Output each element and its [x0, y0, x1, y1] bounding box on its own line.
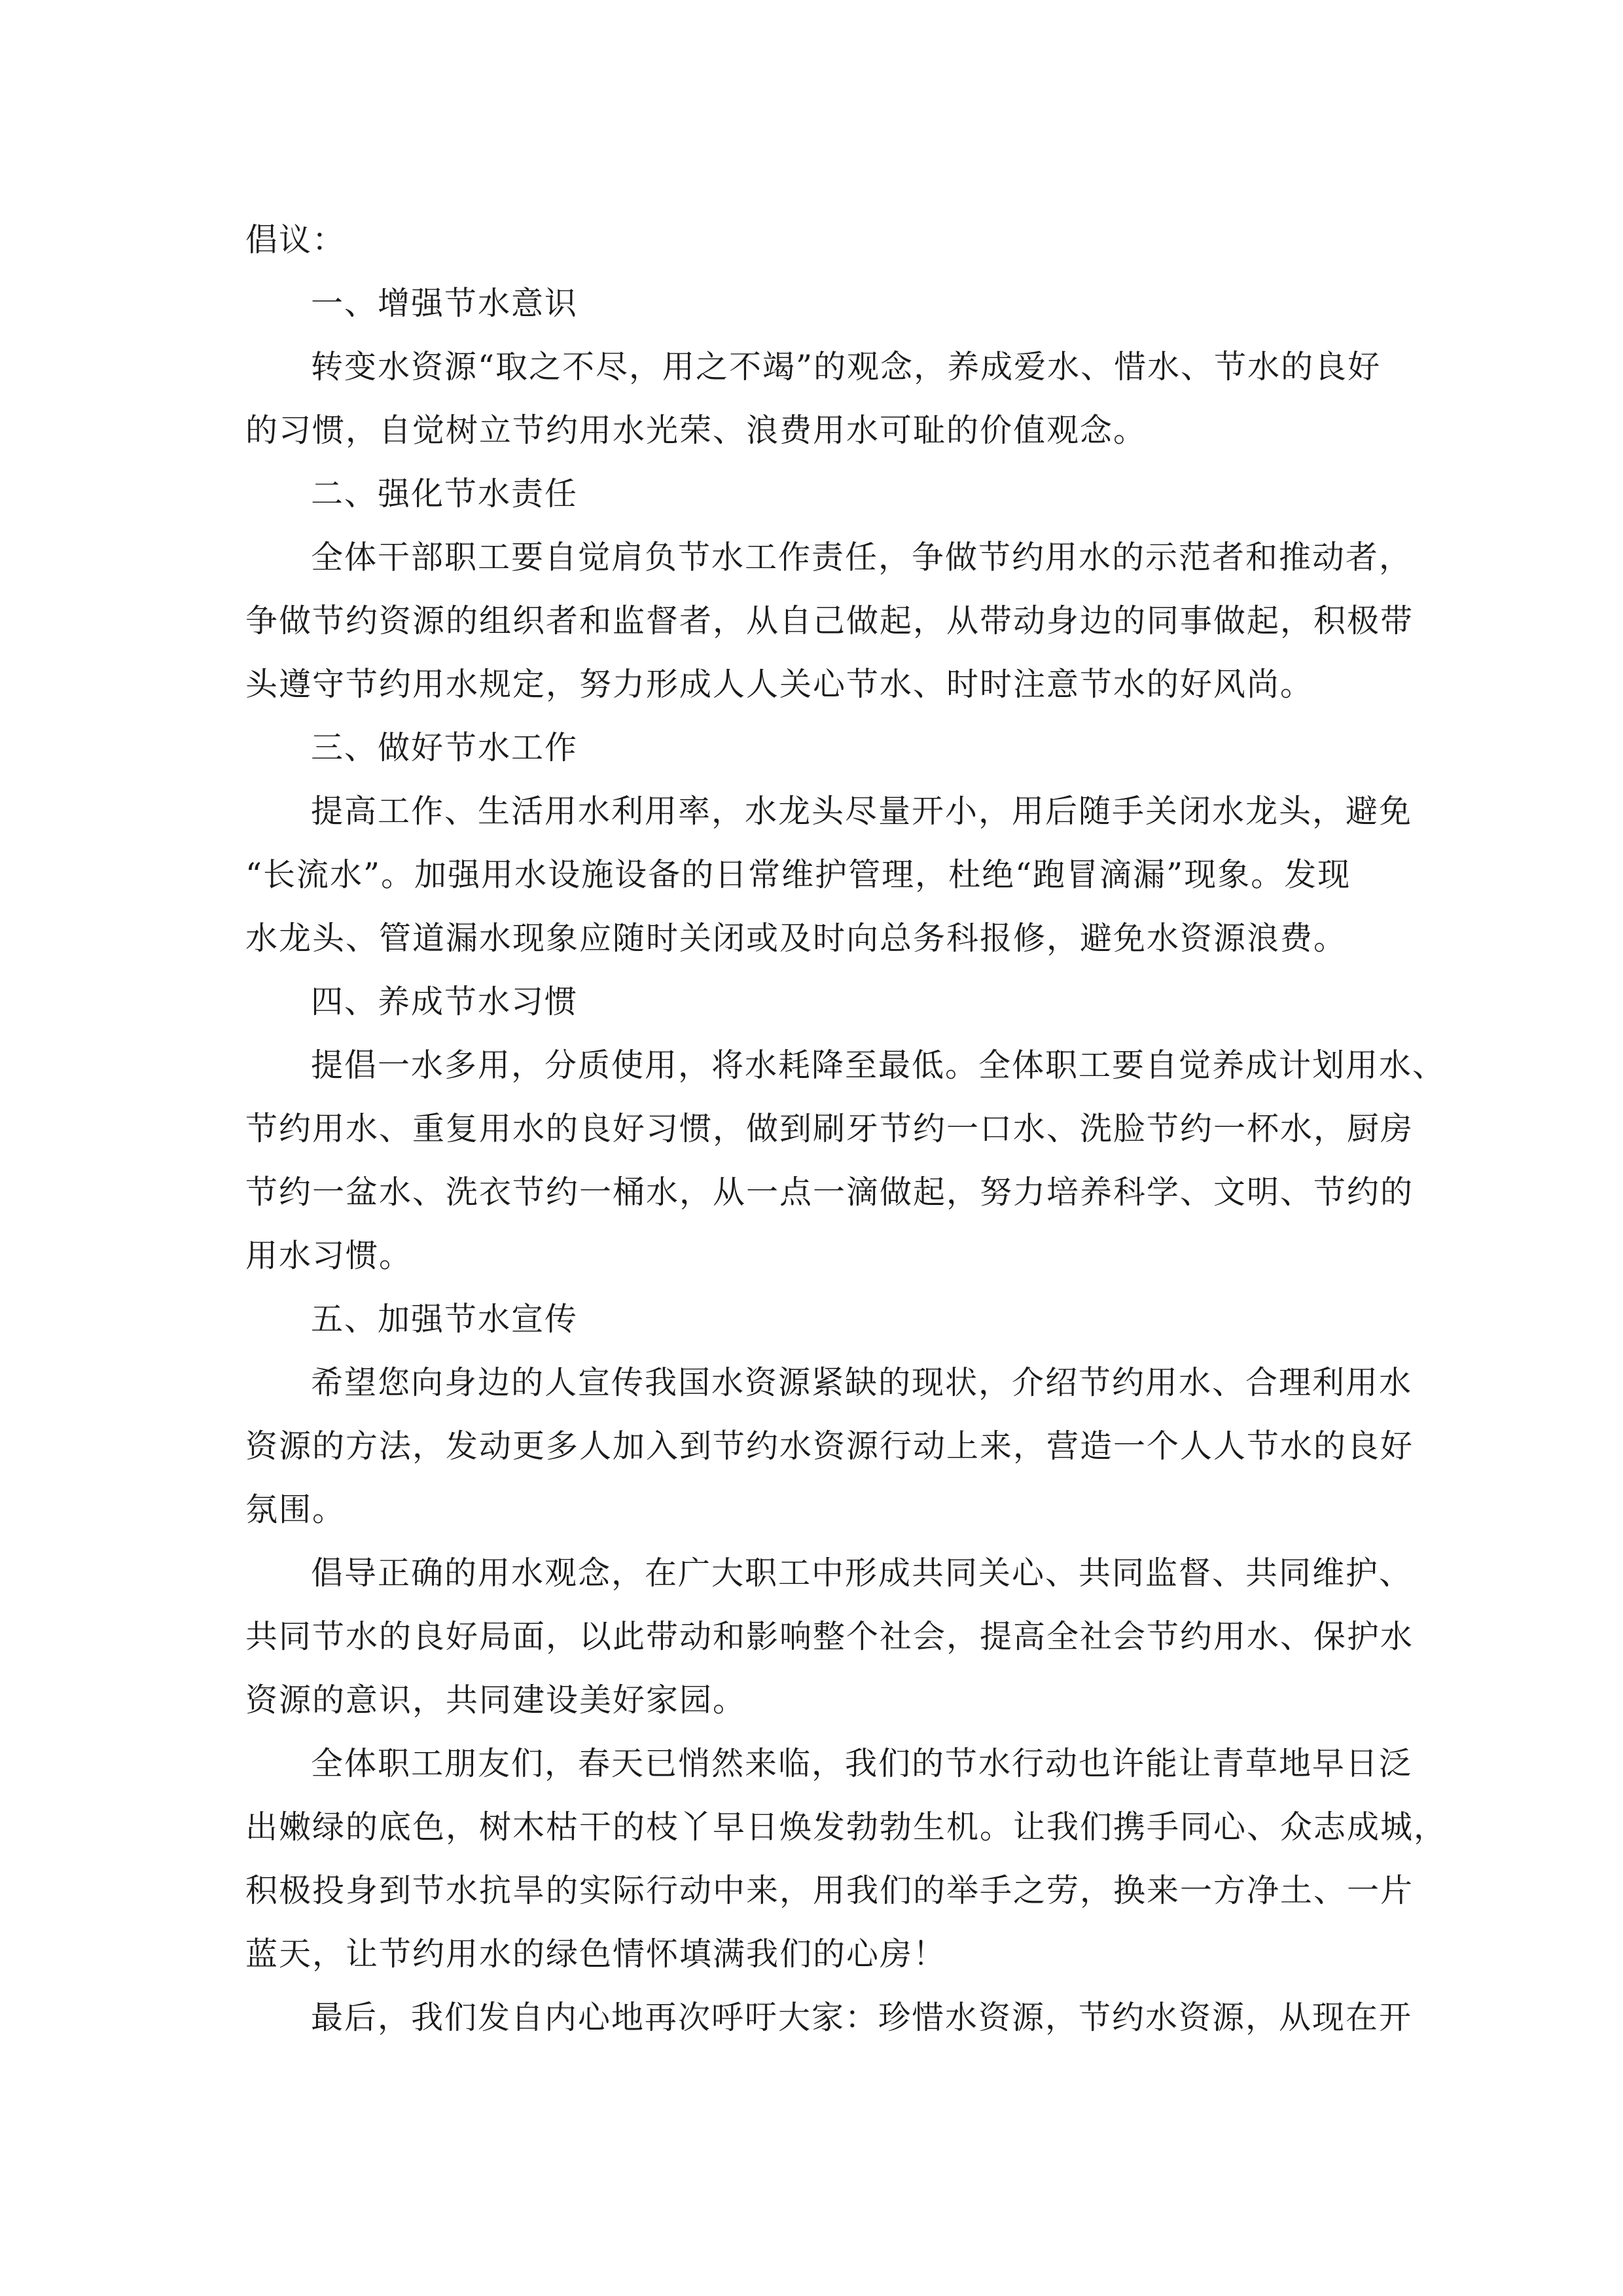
text-line: 积极投身到节水抗旱的实际行动中来，用我们的举手之劳，换来一方净土、一片 — [245, 1872, 1414, 1909]
text-line: 全体职工朋友们，春天已悄然来临，我们的节水行动也许能让青草地早日泛 — [311, 1745, 1413, 1782]
text-line: 节约一盆水、洗衣节约一桶水，从一点一滴做起，努力培养科学、文明、节约的 — [245, 1174, 1414, 1211]
text-line: 的习惯，自觉树立节约用水光荣、浪费用水可耻的价值观念。 — [245, 412, 1147, 449]
text-line: 最后，我们发自内心地再次呼吁大家：珍惜水资源，节约水资源，从现在开 — [311, 1999, 1413, 2036]
text-line: 共同节水的良好局面，以此带动和影响整个社会，提高全社会节约用水、保护水 — [245, 1618, 1414, 1655]
document-body — [245, 208, 1448, 2049]
text-line: 提倡一水多用，分质使用，将水耗降至最低。全体职工要自觉养成计划用水、 — [311, 1047, 1446, 1084]
text-line: 倡议： — [245, 221, 346, 259]
text-line: 提高工作、生活用水利用率，水龙头尽量开小，用后随手关闭水龙头，避免 — [311, 793, 1413, 830]
text-line: 全体干部职工要自觉肩负节水工作责任，争做节约用水的示范者和推动者， — [311, 539, 1413, 576]
text-line: 希望您向身边的人宣传我国水资源紧缺的现状，介绍节约用水、合理利用水 — [311, 1364, 1413, 1401]
text-line: 水龙头、管道漏水现象应随时关闭或及时向总务科报修，避免水资源浪费。 — [245, 920, 1347, 957]
text-line: 用水习惯。 — [245, 1237, 413, 1274]
text-line: 四、养成节水习惯 — [311, 983, 579, 1020]
text-line: 节约用水、重复用水的良好习惯，做到刷牙节约一口水、洗脸节约一杯水，厨房 — [245, 1110, 1414, 1147]
text-line: 资源的方法，发动更多人加入到节约水资源行动上来，营造一个人人节水的良好 — [245, 1427, 1414, 1465]
text-line: 蓝天，让节约用水的绿色情怀填满我们的心房！ — [245, 1935, 947, 1973]
text-line: 三、做好节水工作 — [311, 729, 579, 766]
text-line: 氛围。 — [245, 1491, 346, 1528]
text-line: 争做节约资源的组织者和监督者，从自己做起，从带动身边的同事做起，积极带 — [245, 602, 1414, 639]
text-line: 倡导正确的用水观念，在广大职工中形成共同关心、共同监督、共同维护、 — [311, 1554, 1413, 1592]
text-line: 五、加强节水宣传 — [311, 1300, 579, 1338]
text-line: 资源的意识，共同建设美好家园。 — [245, 1681, 747, 1719]
text-line: 二、强化节水责任 — [311, 475, 579, 512]
text-line: 一、增强节水意识 — [311, 285, 579, 322]
text-line: “长流水”。加强用水设施设备的日常维护管理，杜绝“跑冒滴漏”现象。发现 — [245, 856, 1351, 893]
text-line: 头遵守节约用水规定，努力形成人人关心节水、时时注意节水的好风尚。 — [245, 666, 1314, 703]
text-line: 转变水资源“取之不尽，用之不竭”的观念，养成爱水、惜水、节水的良好 — [311, 348, 1382, 386]
text-line: 出嫩绿的底色，树木枯干的枝丫早日焕发勃勃生机。让我们携手同心、众志成城， — [245, 1808, 1448, 1846]
